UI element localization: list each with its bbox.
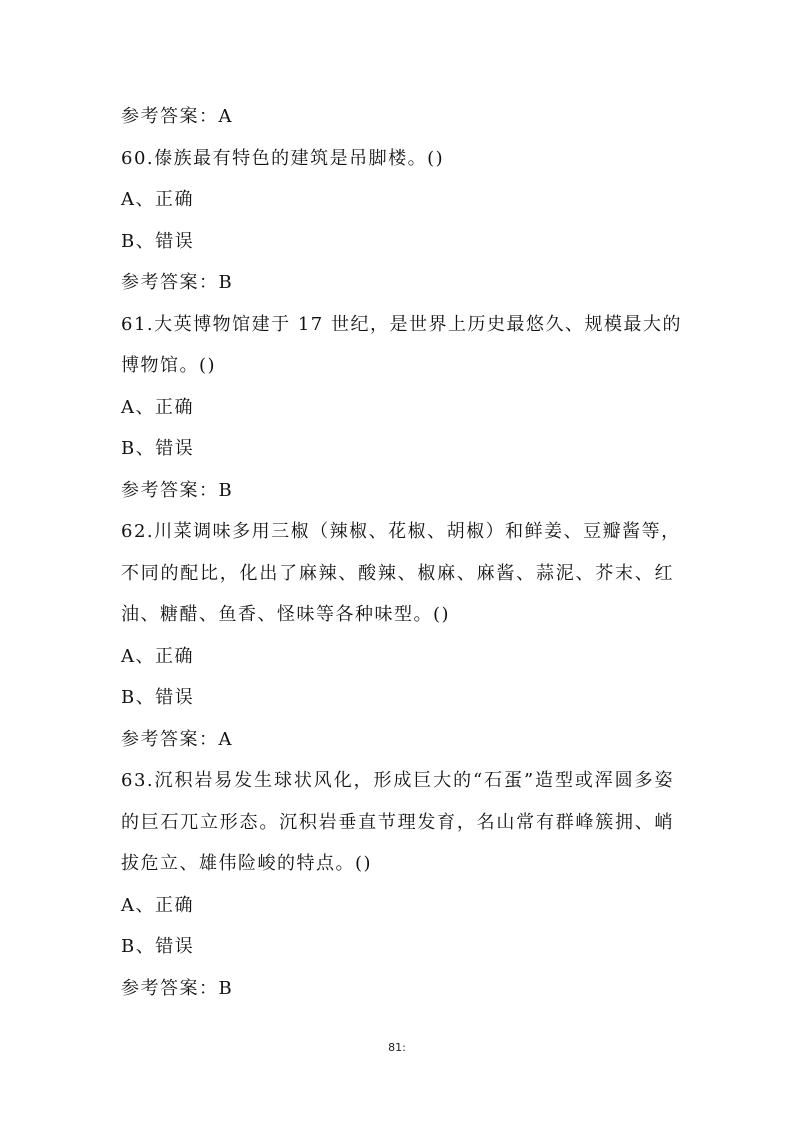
answer-key-59: 参考答案：A: [121, 106, 233, 127]
page-number: 81:: [388, 1041, 406, 1054]
question-63-text-line-1: 63.沉积岩易发生球状风化，形成巨大的“石蛋”造型或浑圆多姿: [121, 770, 674, 791]
answer-key-60: 参考答案：B: [121, 272, 234, 293]
question-62-text-line-3: 油、糖醋、鱼香、怪味等各种味型。(): [121, 604, 451, 625]
question-63-option-a: A、正确: [121, 895, 194, 916]
question-60-option-b: B、错误: [121, 231, 195, 252]
question-61-option-b: B、错误: [121, 438, 195, 459]
question-61-text-line-1: 61.大英博物馆建于 17 世纪，是世界上历史最悠久、规模最大的: [121, 314, 682, 335]
question-62-text-line-1: 62.川菜调味多用三椒（辣椒、花椒、胡椒）和鲜姜、豆瓣酱等，: [121, 521, 681, 542]
question-62-option-a: A、正确: [121, 646, 194, 667]
question-60-option-a: A、正确: [121, 189, 194, 210]
question-62-option-b: B、错误: [121, 687, 195, 708]
question-60-text: 60.傣族最有特色的建筑是吊脚楼。(): [121, 148, 445, 169]
answer-key-63: 参考答案：B: [121, 978, 234, 999]
question-63-text-line-3: 拔危立、雄伟险峻的特点。(): [121, 853, 373, 874]
answer-key-62: 参考答案：A: [121, 729, 233, 750]
answer-key-61: 参考答案：B: [121, 480, 234, 501]
question-63-option-b: B、错误: [121, 936, 195, 957]
question-61-text-line-2: 博物馆。(): [121, 355, 217, 376]
question-62-text-line-2: 不同的配比，化出了麻辣、酸辣、椒麻、麻酱、蒜泥、芥末、红: [121, 563, 674, 584]
question-63-text-line-2: 的巨石兀立形态。沉积岩垂直节理发育，名山常有群峰簇拥、峭: [121, 812, 674, 833]
question-61-option-a: A、正确: [121, 397, 194, 418]
